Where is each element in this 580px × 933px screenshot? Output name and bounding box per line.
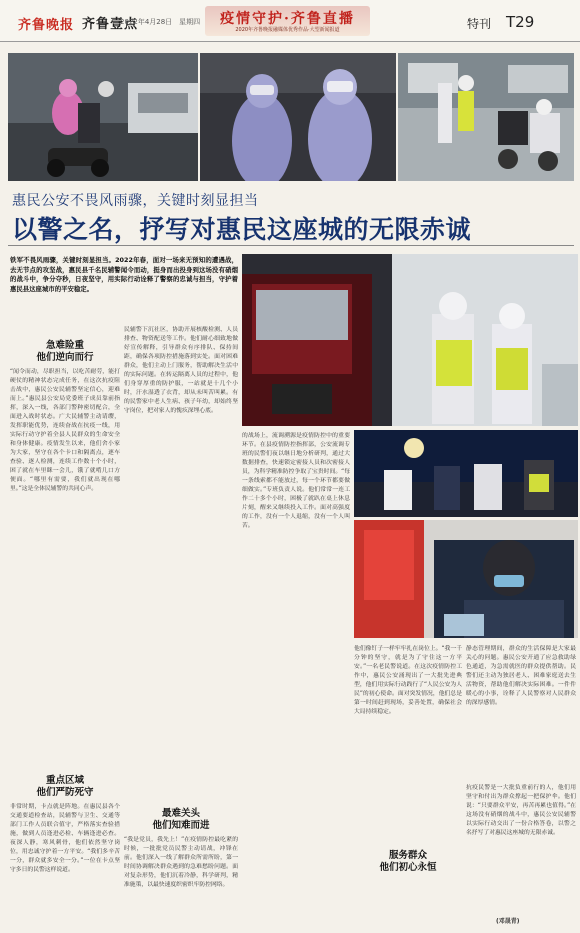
section-heading-2-line1: 重点区域	[45, 775, 84, 786]
newspaper-logo: 齐鲁晚报	[18, 18, 75, 33]
section-heading-3-line2: 他们知难而进	[152, 820, 210, 831]
photo-police-office	[354, 520, 578, 638]
section-heading-4-line1: 服务群众	[388, 850, 427, 861]
column-6-text: 抗疫民警是一大批负重前行的人，他们用坚守和付出为群众撑起一把保护伞。他们说：“只要群众平安，再苦再累也值得。”在这场没有硝烟的战斗中，惠民公安民辅警以实际行动交出了一份合格答卷，以警之名抒写了对惠民这座城的无限赤诚。	[466, 785, 576, 836]
article-intro: 铁军不畏风雨骤，关键时刻显担当。2022年春，面对一场来无预知的遭遇战，去无节点的攻坚战，惠民县千名民辅警闻令而动，挺身而出投身到这场没有硝烟的战斗中，争分夺秒，日夜坚守，用实际行动诠释了警察的忠诚与担当，守护着惠民县这座城市的平安稳定。	[10, 256, 238, 293]
photo-medical-workers	[200, 53, 396, 181]
photo-police-illustration	[398, 53, 574, 181]
section-label: 特刊	[467, 17, 492, 31]
section-heading-4	[354, 850, 462, 874]
photo-night-testing	[354, 430, 578, 517]
author-signature: (邓晟青)	[496, 918, 520, 925]
section-heading-2-line2: 他们严防死守	[36, 787, 94, 798]
section-heading-2	[10, 775, 120, 799]
column-4-text: 他们像钉子一样牢牢扎在岗位上。“我一千分钟的坚守，就是为了守住这一方平安。”一名老民警说道。在这次疫情防控工作中，惠民公安涌现出了一大批先进典型，他们用实际行动践行了“人民公安为人民”的初心使命。面对突发情况，他们总是第一时间赶到现场，妥善处置，确保社会大局持续稳定。	[354, 646, 462, 715]
section-heading-3-line1: 最难关头	[161, 808, 200, 819]
photo-medical-illustration	[200, 53, 396, 181]
column-5-text: 静态管理期间，群众的生活保障是大家最关心的问题。惠民公安开通了应急救助绿色通道，为急需就医的群众提供帮助。民警们还主动为独居老人、困难家庭送去生活物资，帮助他们解决实际困难。一件件暖心的小事，诠释了人民警察对人民群众的深厚感情。	[466, 646, 576, 706]
photo-office-illustration	[354, 520, 578, 638]
page-number: T29	[506, 13, 535, 31]
photo-checkpoint	[242, 254, 578, 426]
page-header	[0, 0, 580, 42]
column-2-text: 民辅警下沉社区，协助开展核酸检测、人员排查、物资配送等工作。他们耐心细致地做好宣传解释，引导群众有序排队、保持间距，确保各项防控措施落到实处。面对困难群众，他们主动上门服务，帮助解决生活中的实际问题。在转运隔离人员的过程中，他们身穿厚重的防护服，一站就是十几个小时，汗水湿透了衣背，却从未叫苦叫累。有的民警家中老人生病、孩子年幼，却始终坚守岗位，把对家人的愧疚深埋心底。	[124, 327, 238, 414]
article-subtitle: 惠民公安不畏风雨骤，关键时刻显担当	[12, 193, 259, 209]
photo-police-assist	[398, 53, 574, 181]
photo-night-illustration	[354, 430, 578, 517]
section-heading-1	[10, 340, 120, 364]
photo-checkpoint-illustration	[242, 254, 578, 426]
issue-date: 2022年4月28日 星期四	[120, 18, 201, 26]
photo-delivery	[8, 53, 198, 181]
column-3-text: 的战场上，流调溯源是疫情防控中的重要环节。在县疫情防控指挥部，公安流调专班的民警们夜以继日地分析研判，通过大数据排查，快速锁定密接人员和次密接人员，为科学精准防控争取了宝贵时间。“每一条线索都不能放过，每一个环节都要做细做实。”专班负责人说。他们常常一连工作二十多个小时，困极了就趴在桌上休息片刻，醒来又继续投入工作。面对高强度的工作，没有一个人退缩，没有一个人叫苦。	[242, 433, 350, 529]
article-title: 以警之名，抒写对惠民这座城的无限赤诚	[12, 215, 472, 244]
section-heading-1-line1: 急难险重	[45, 340, 84, 351]
special-banner	[205, 6, 370, 36]
brand-logo: 齐鲁壹点	[82, 17, 139, 32]
banner-subtitle: 2020年齐鲁晚报融媒体优秀作品·大型新闻报道	[235, 27, 340, 33]
column-2b-text: “我是党员，我先上！”在疫情防控最吃紧的时候，一批批党员民警主动请战，冲锋在前。他们深入一线了解群众所需所盼，第一时间协调解决群众遇到的急难愁盼问题。面对复杂形势，他们沉着冷静，科学研判，精准施策，以最快速度织密织牢防控网络。	[124, 837, 238, 888]
title-divider	[8, 245, 574, 246]
column-1-text: “闻令而动，尽职担当，以吃苦耐劳，能打硬仗的精神状态完成任务，在这次抗疫阻击战中，惠民公安民辅警坚定信心，迎难而上。”惠民县公安局党委班子成员靠前指挥，深入一线，各部门警种密切配合，全面进入战时状态。广大民辅警主动请缨，发挥职能优势，连续奋战在抗疫一线，用实际行动守护着全县人民群众的生命安全和身体健康。疫情发生以来，他们舍小家为大家，坚守在各个卡口和隔离点，逐车查验、逐人检测，连续工作数十个小时，困了就在车里眯一会儿，饿了就啃几口方便面。“哪里有需要，我们就出现在哪里。”这是全体民辅警的共同心声。	[10, 369, 120, 492]
banner-title: 疫情守护·齐鲁直播	[220, 11, 355, 27]
column-1b-text: 非常时期，卡点就是阵地。在惠民县各个交通要道检查站，民辅警与卫生、交通等部门工作人员联合值守，严格落实查验措施，做到人员逢进必检、车辆逢进必查。夜深人静，寒风刺骨，他们依然坚守岗位，用忠诚守护着一方平安。“我们多辛苦一分，群众就多安全一分。”一位在卡点坚守多日的民警这样说道。	[10, 804, 120, 873]
section-heading-3	[124, 808, 238, 832]
photo-delivery-illustration	[8, 53, 198, 181]
section-heading-4-line2: 他们初心永恒	[379, 862, 437, 873]
section-heading-1-line2: 他们逆向而行	[36, 352, 94, 363]
